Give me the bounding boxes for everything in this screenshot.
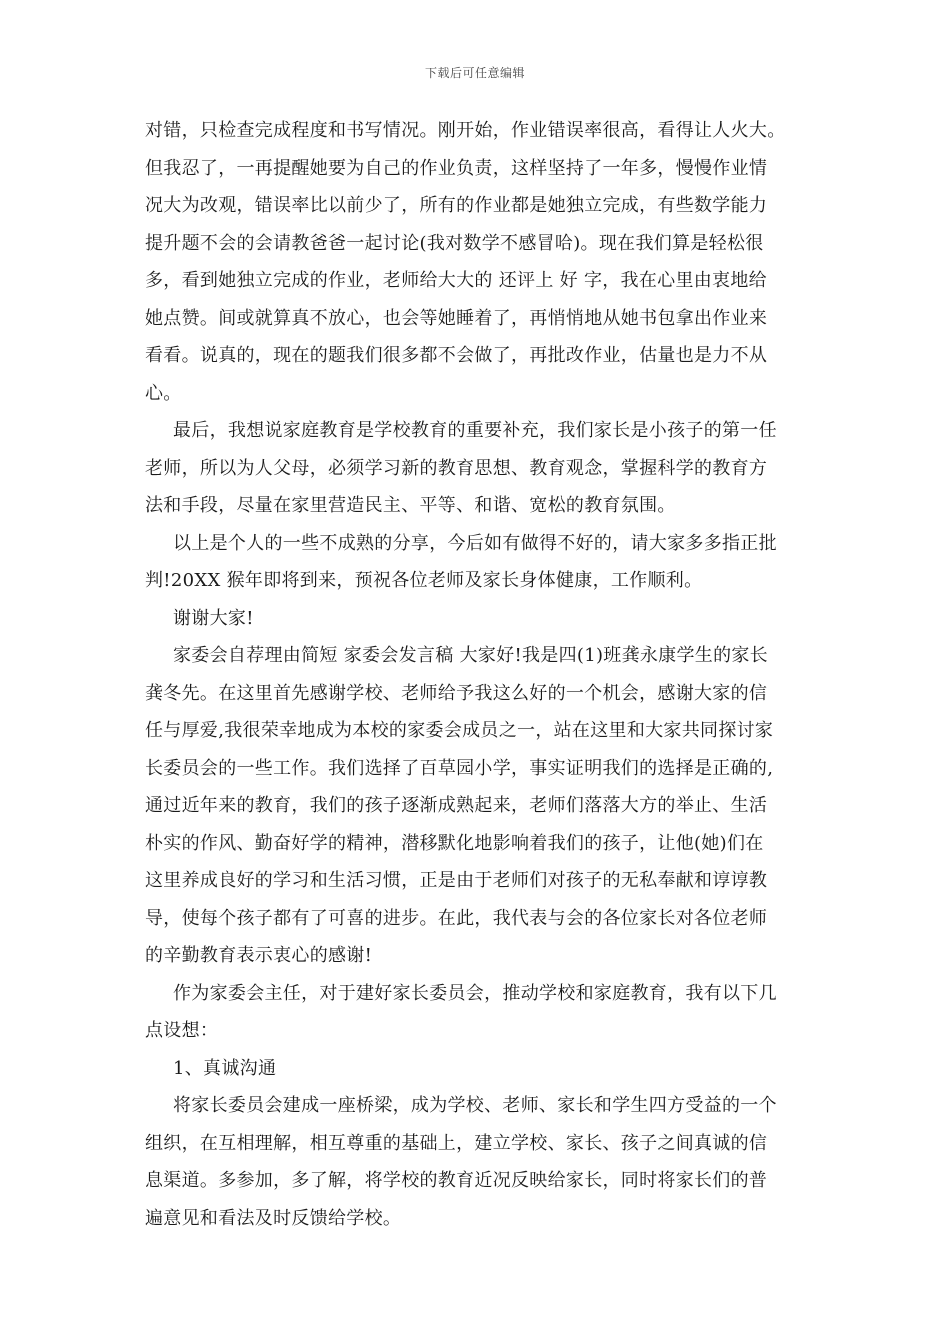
text-line: 但我忍了，一再提醒她要为自己的作业负责，这样坚持了一年多，慢慢作业情 — [145, 157, 768, 179]
paragraph-start-line: 谢谢大家! — [173, 607, 254, 629]
text-line: 这里养成良好的学习和生活习惯，正是由于老师们对孩子的无私奉献和谆谆教 — [145, 870, 768, 891]
text-line: 她点赞。间或就算真不放心，也会等她睡着了，再悄悄地从她书包拿出作业来 — [145, 307, 768, 329]
text-line: 对错，只检查完成程度和书写情况。刚开始，作业错误率很高，看得让人火大。 — [145, 120, 786, 141]
text-line: 老师，所以为人父母，必须学习新的教育思想、教育观念，掌握科学的教育方 — [145, 457, 768, 479]
text-line: 遍意见和看法及时反馈给学校。 — [145, 1207, 402, 1229]
text-line: 的辛勤教育表示衷心的感谢! — [145, 945, 373, 966]
text-line: 朴实的作风、勤奋好学的精神，潜移默化地影响着我们的孩子，让他(她)们在 — [145, 832, 764, 854]
text-line: 龚冬先。在这里首先感谢学校、老师给予我这么好的一个机会，感谢大家的信 — [145, 682, 768, 704]
text-line: 看看。说真的，现在的题我们很多都不会做了，再批改作业，估量也是力不从 — [145, 345, 768, 366]
paragraph-start-line: 将家长委员会建成一座桥梁，成为学校、老师、家长和学生四方受益的一个 — [173, 1095, 777, 1116]
paragraph-start-line: 家委会自荐理由简短 家委会发言稿 大家好!我是四(1)班龚永康学生的家长 — [173, 645, 768, 666]
text-line: 心。 — [145, 382, 182, 404]
text-line: 导，使每个孩子都有了可喜的进步。在此，我代表与会的各位家长对各位老师 — [145, 907, 768, 929]
section-heading: 1、真诚沟通 — [173, 1057, 277, 1079]
text-line: 点设想： — [145, 1020, 219, 1041]
header-note: 下载后可任意编辑 — [424, 66, 525, 80]
text-line: 法和手段，尽量在家里营造民主、平等、和谐、宽松的教育氛围。 — [145, 495, 676, 516]
text-line: 判!20XX 猴年即将到来，预祝各位老师及家长身体健康，工作顺利。 — [145, 570, 703, 591]
text-line: 况大为改观，错误率比以前少了，所有的作业都是她独立完成，有些数学能力 — [145, 195, 768, 216]
text-line: 多，看到她独立完成的作业，老师给大大的 还评上 好 字，我在心里由衷地给 — [145, 270, 767, 291]
text-line: 提升题不会的会请教爸爸一起讨论(我对数学不感冒哈)。现在我们算是轻松很 — [145, 232, 764, 254]
text-line: 通过近年来的教育，我们的孩子逐渐成熟起来，老师们落落大方的举止、生活 — [145, 795, 768, 816]
text-line: 任与厚爱,我很荣幸地成为本校的家委会成员之一，站在这里和大家共同探讨家 — [145, 720, 774, 741]
paragraph-start-line: 作为家委会主任，对于建好家长委员会，推动学校和家庭教育，我有以下几 — [173, 982, 777, 1004]
text-line: 息渠道。多参加，多了解，将学校的教育近况反映给家长，同时将家长们的普 — [145, 1170, 768, 1191]
text-line: 组织，在互相理解，相互尊重的基础上，建立学校、家长、孩子之间真诚的信 — [145, 1132, 768, 1154]
paragraph-start-line: 最后，我想说家庭教育是学校教育的重要补充，我们家长是小孩子的第一任 — [173, 420, 777, 441]
paragraph-start-line: 以上是个人的一些不成熟的分享，今后如有做得不好的，请大家多多指正批 — [173, 532, 777, 554]
text-line: 长委员会的一些工作。我们选择了百草园小学，事实证明我们的选择是正确的, — [145, 757, 774, 779]
document-body — [145, 112, 810, 1237]
